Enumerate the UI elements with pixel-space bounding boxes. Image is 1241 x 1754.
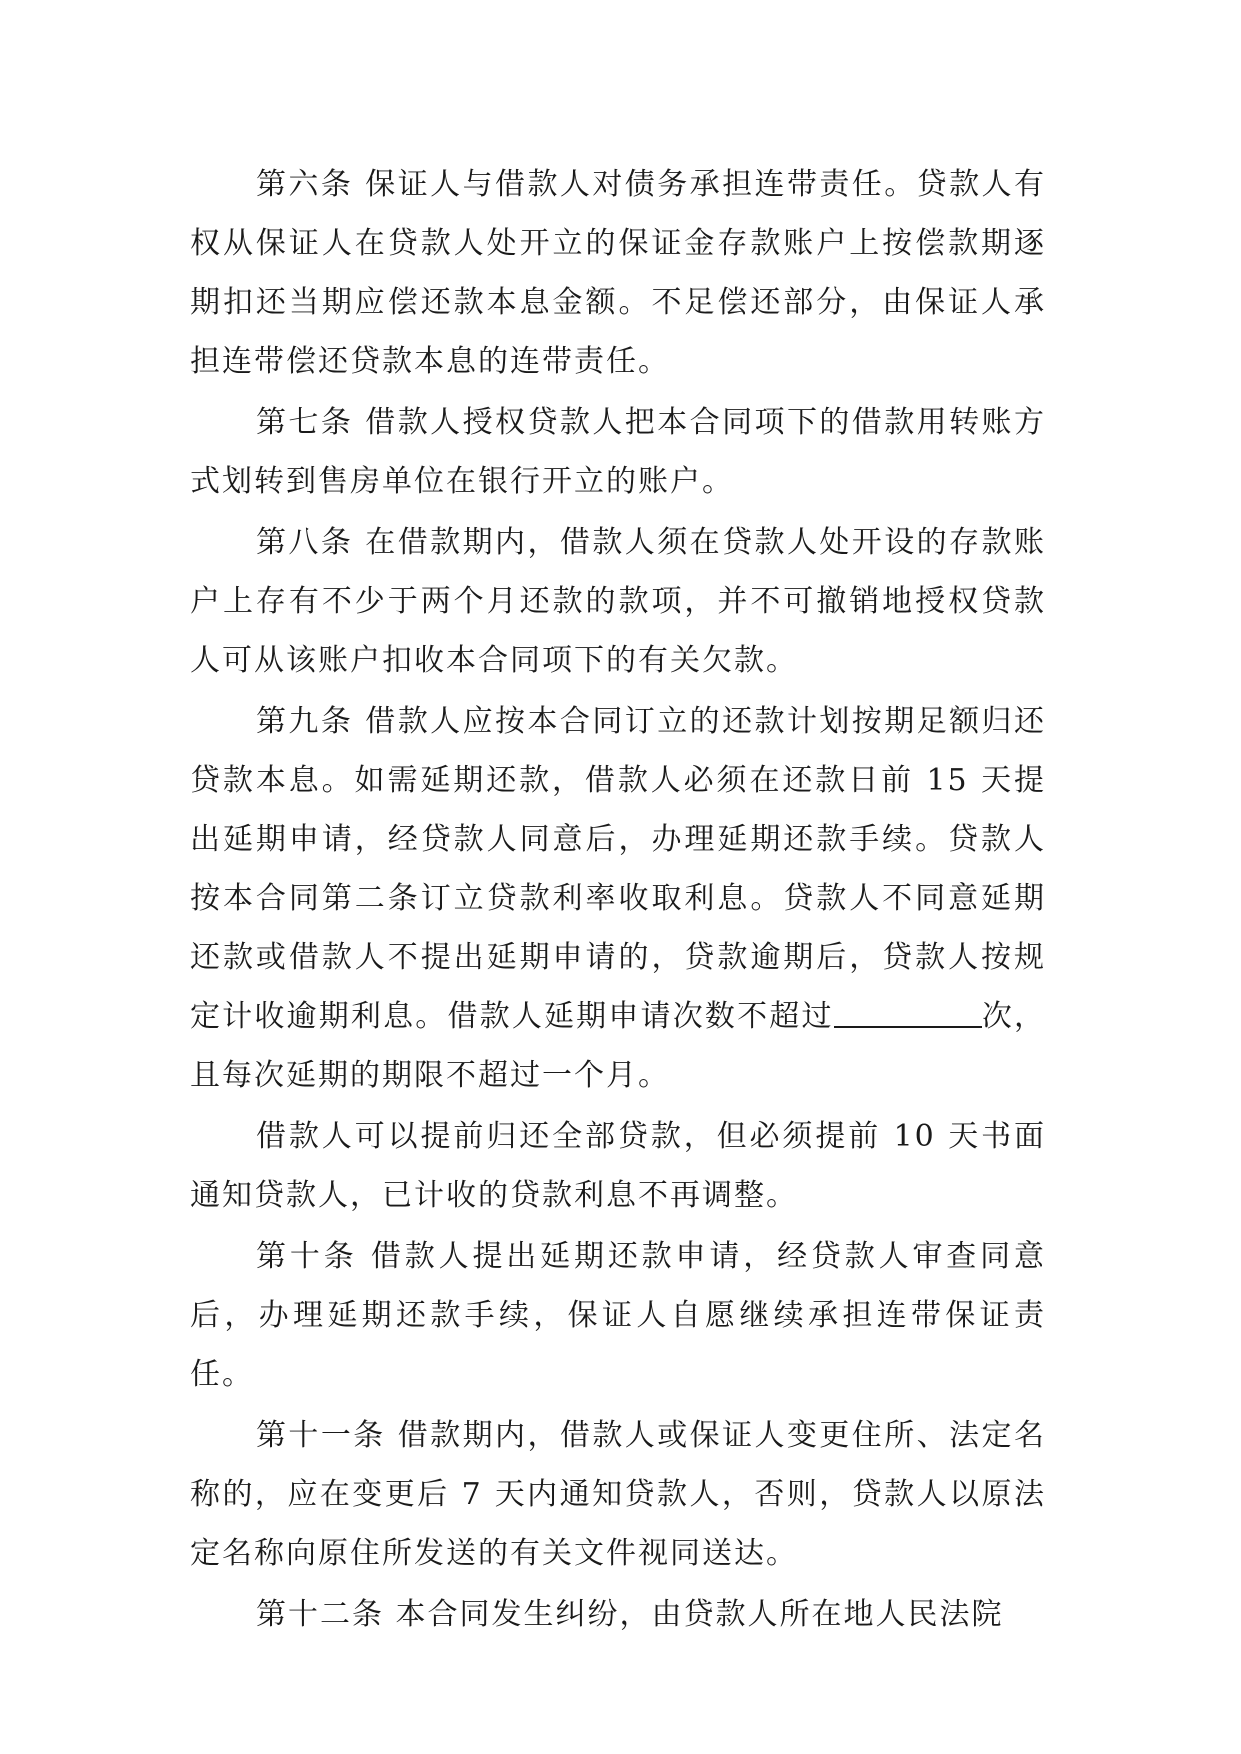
article-8-paragraph: 第八条 在借款期内，借款人须在贷款人处开设的存款账户上存有不少于两个月还款的款项，并不可撤销地授权贷款人可从该账户扣收本合同项下的有关欠款。 [190, 525, 1046, 678]
article-6-paragraph: 第六条 保证人与借款人对债务承担连带责任。贷款人有权从保证人在贷款人处开立的保证金存款账户上按偿款期逐期扣还当期应偿还款本息金额。不足偿还部分，由保证人承担连带偿还贷款本息的连带责任。 [190, 167, 1046, 379]
early-repayment-paragraph: 借款人可以提前归还全部贷款，但必须提前 10 天书面通知贷款人，已计收的贷款利息不再调整。 [190, 1119, 1046, 1213]
article-9-paragraph [190, 692, 1046, 1105]
article-11-paragraph: 第十一条 借款期内，借款人或保证人变更住所、法定名称的，应在变更后 7 天内通知贷款人，否则，贷款人以原法定名称向原住所发送的有关文件视同送达。 [190, 1418, 1046, 1571]
contract-body [190, 155, 1046, 1646]
article-10-paragraph: 第十条 借款人提出延期还款申请，经贷款人审查同意后，办理延期还款手续，保证人自愿继续承担连带保证责任。 [190, 1239, 1046, 1392]
article-9-text-before-blank: 第九条 借款人应按本合同订立的还款计划按期足额归还贷款本息。如需延期还款，借款人必须在还款日前 15 天提出延期申请，经贷款人同意后，办理延期还款手续。贷款人按本合同第二条订立贷款利率收取利息。贷款人不同意延期还款或借款人不提出延期申请的，贷款逾期后，贷款人按规定计收逾期利息。借款人延期申请次数不超过 [190, 704, 1046, 1034]
fill-in-blank-line [834, 1026, 982, 1028]
article-12-paragraph: 第十二条 本合同发生纠纷，由贷款人所在地人民法院 [256, 1597, 1004, 1632]
article-7-paragraph: 第七条 借款人授权贷款人把本合同项下的借款用转账方式划转到售房单位在银行开立的账户。 [190, 405, 1046, 499]
article-9-text-after-blank: 次，且每次延期的期限不超过一个月。 [190, 999, 1047, 1093]
